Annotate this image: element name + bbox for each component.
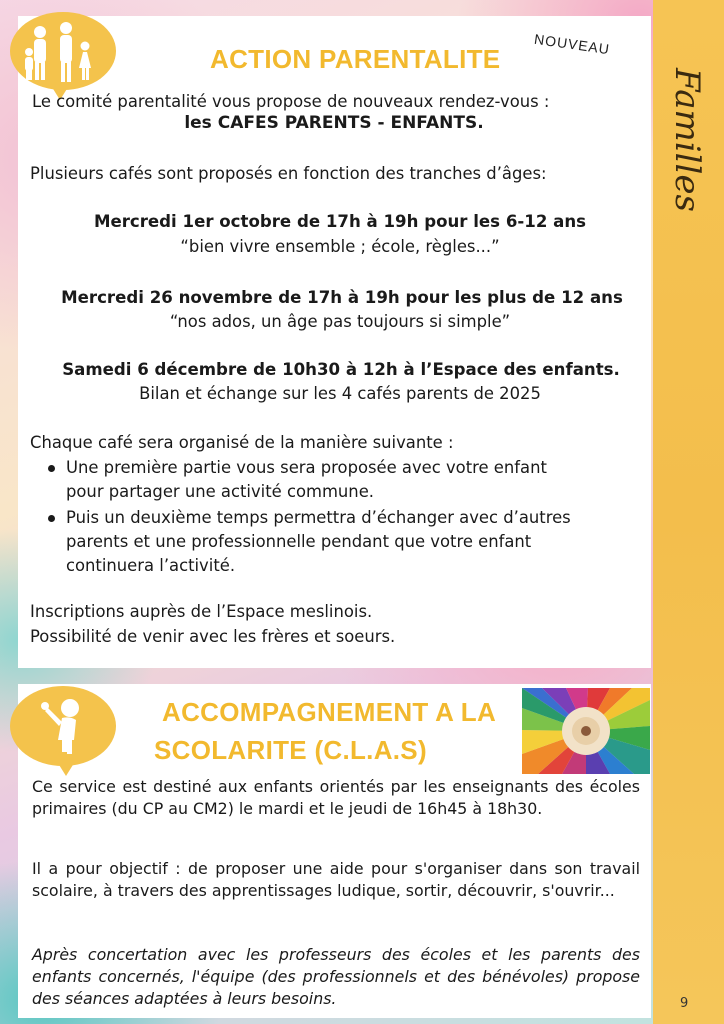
family-icon (10, 12, 116, 90)
intro-text: Le comité parentalité vous propose de nouveaux rendez-vous : (32, 92, 550, 111)
section1-title: ACTION PARENTALITE (210, 44, 501, 74)
clas-description: Ce service est destiné aux enfants orientés par les enseignants des écoles primaires (du CP au CM2) le mardi et le jeudi de 16h45 à 18h30. (32, 777, 640, 818)
new-badge: NOUVEAU (533, 30, 611, 58)
organisation-text: Chaque café sera organisé de la manière suivante : (30, 433, 454, 452)
page-number: 9 (680, 996, 689, 1011)
family-icon-bubble (10, 12, 116, 90)
session-date: Samedi 6 décembre de 10h30 à 12h à l’Espace des enfants. (62, 360, 620, 379)
section2-title-line2: SCOLARITE (C.L.A.S) (154, 735, 427, 765)
colored-pencils-image (522, 688, 650, 774)
siblings-text: Possibilité de venir avec les frères et soeurs. (30, 627, 396, 646)
list-item (44, 456, 644, 504)
list-item-line: parents et une professionnelle pendant que votre enfant (66, 532, 532, 551)
session-theme: Bilan et échange sur les 4 cafés parents de 2025 (139, 384, 541, 403)
list-item-line: pour partager une activité commune. (66, 482, 374, 501)
organisation-list (44, 456, 644, 580)
session-theme: “nos ados, un âge pas toujours si simple” (169, 312, 511, 331)
clas-objective: Il a pour objectif : de proposer une aide pour s'organiser dans son travail scolaire, à travers des apprentissages ludique, sortir, découvrir, s'ouvrir... (32, 859, 640, 900)
clas-concertation: Après concertation avec les professeurs des écoles et les parents des enfants concernés, l'équipe (des professionnels et des bénévoles) propose des séances adaptées à leurs besoins. (32, 945, 640, 1008)
child-icon (10, 686, 116, 766)
registration-text: Inscriptions auprès de l’Espace meslinois. (30, 602, 373, 621)
session-theme: “bien vivre ensemble ; école, règles...” (180, 237, 500, 256)
list-item (44, 506, 644, 578)
section2-title-line1: ACCOMPAGNEMENT A LA (162, 697, 497, 727)
list-item-line: Puis un deuxième temps permettra d’échanger avec d’autres (66, 508, 571, 527)
section-tab-title: Familles (667, 68, 707, 212)
session-date: Mercredi 1er octobre de 17h à 19h pour les 6-12 ans (93, 212, 587, 231)
child-icon-bubble (10, 686, 116, 766)
session-date: Mercredi 26 novembre de 17h à 19h pour les plus de 12 ans (61, 288, 623, 307)
list-item-line: continuera l’activité. (66, 556, 236, 575)
intro-bold-text: les CAFES PARENTS - ENFANTS. (184, 113, 484, 133)
list-item-line: Une première partie vous sera proposée avec votre enfant (66, 458, 547, 477)
age-groups-text: Plusieurs cafés sont proposés en fonction des tranches d’âges: (30, 164, 547, 183)
